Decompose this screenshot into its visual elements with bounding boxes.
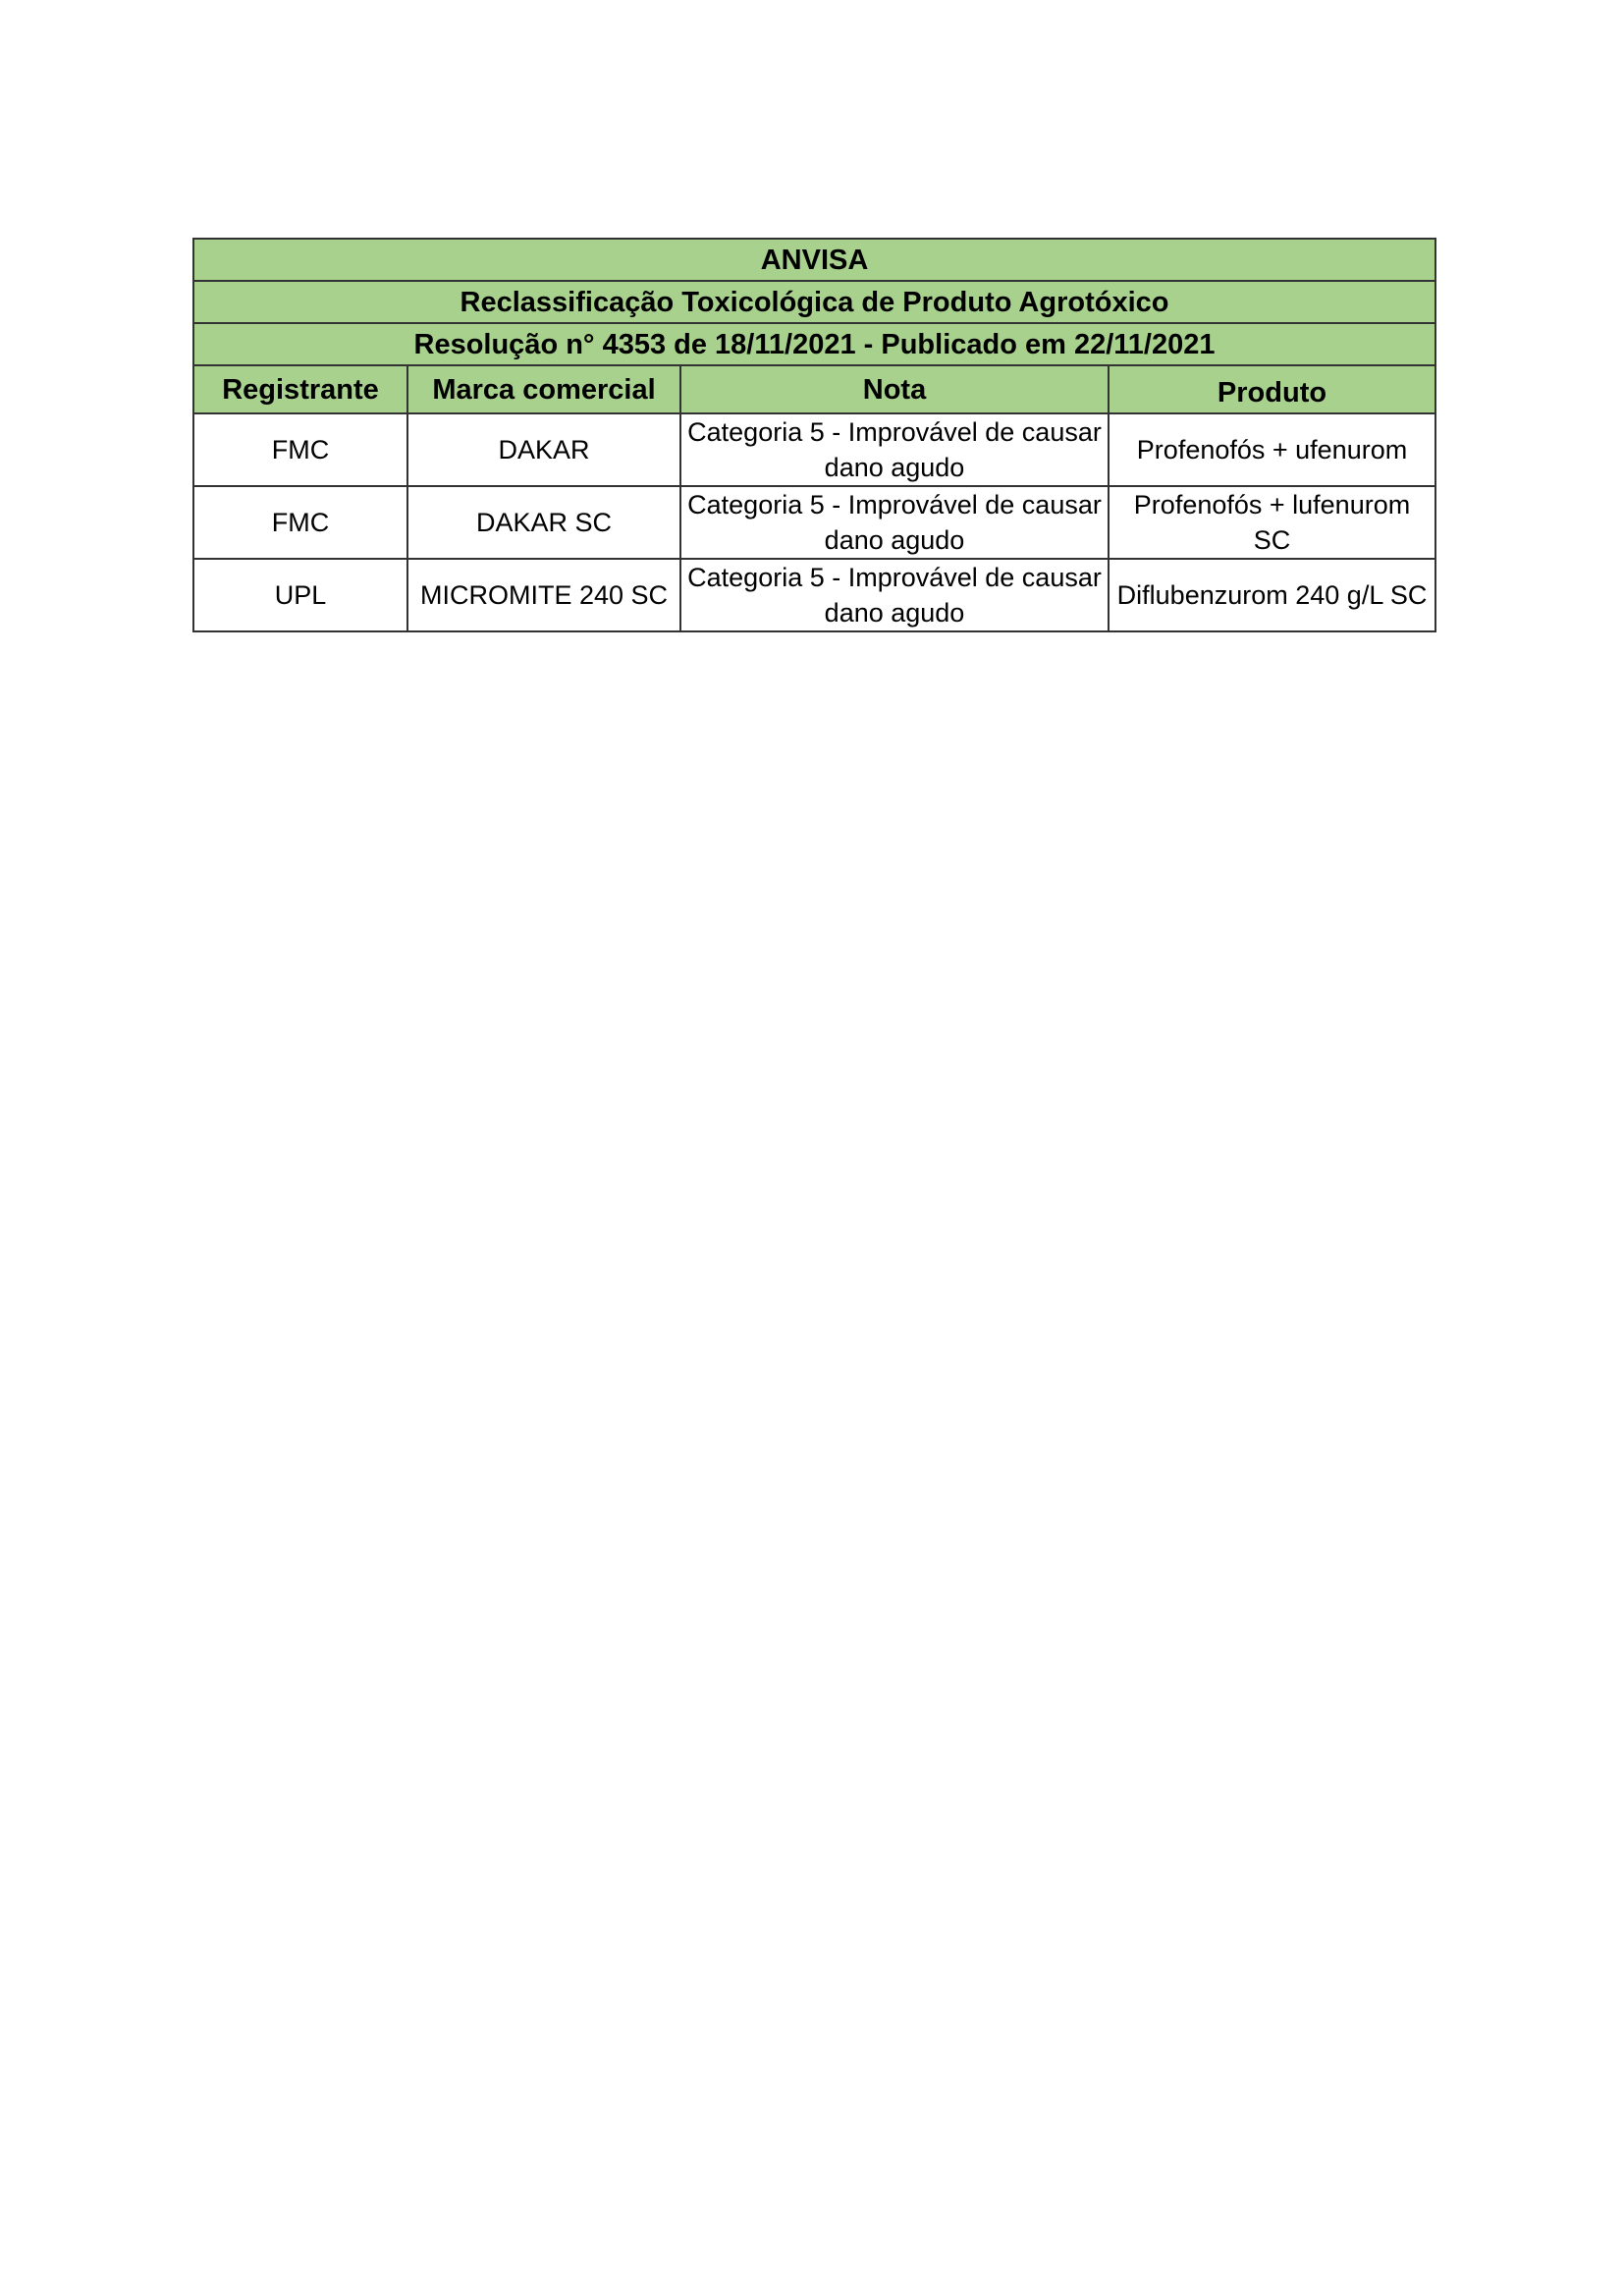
resolution-title: Resolução n° 4353 de 18/11/2021 - Publicado em 22/11/2021 (193, 323, 1435, 365)
cell-nota: Categoria 5 - Improvável de causar dano agudo (680, 559, 1109, 631)
column-header-marca: Marca comercial (407, 365, 680, 413)
column-header-registrante: Registrante (193, 365, 407, 413)
title-row-resolution (193, 323, 1435, 365)
cell-produto: Diflubenzurom 240 g/L SC (1109, 559, 1435, 631)
cell-registrante: FMC (193, 413, 407, 486)
title-row-subject (193, 281, 1435, 323)
table-row (193, 486, 1435, 559)
table-row (193, 559, 1435, 631)
reclassification-table (192, 238, 1436, 632)
cell-marca: DAKAR SC (407, 486, 680, 559)
column-header-produto: Produto (1109, 365, 1435, 413)
cell-marca: MICROMITE 240 SC (407, 559, 680, 631)
cell-registrante: UPL (193, 559, 407, 631)
title-row-agency (193, 239, 1435, 281)
column-header-nota: Nota (680, 365, 1109, 413)
table-row (193, 413, 1435, 486)
cell-registrante: FMC (193, 486, 407, 559)
cell-produto: Profenofós + ufenurom (1109, 413, 1435, 486)
cell-marca: DAKAR (407, 413, 680, 486)
cell-nota: Categoria 5 - Improvável de causar dano agudo (680, 413, 1109, 486)
cell-nota: Categoria 5 - Improvável de causar dano agudo (680, 486, 1109, 559)
agency-title: ANVISA (193, 239, 1435, 281)
subject-title: Reclassificação Toxicológica de Produto Agrotóxico (193, 281, 1435, 323)
cell-produto: Profenofós + lufenurom SC (1109, 486, 1435, 559)
column-header-row (193, 365, 1435, 413)
